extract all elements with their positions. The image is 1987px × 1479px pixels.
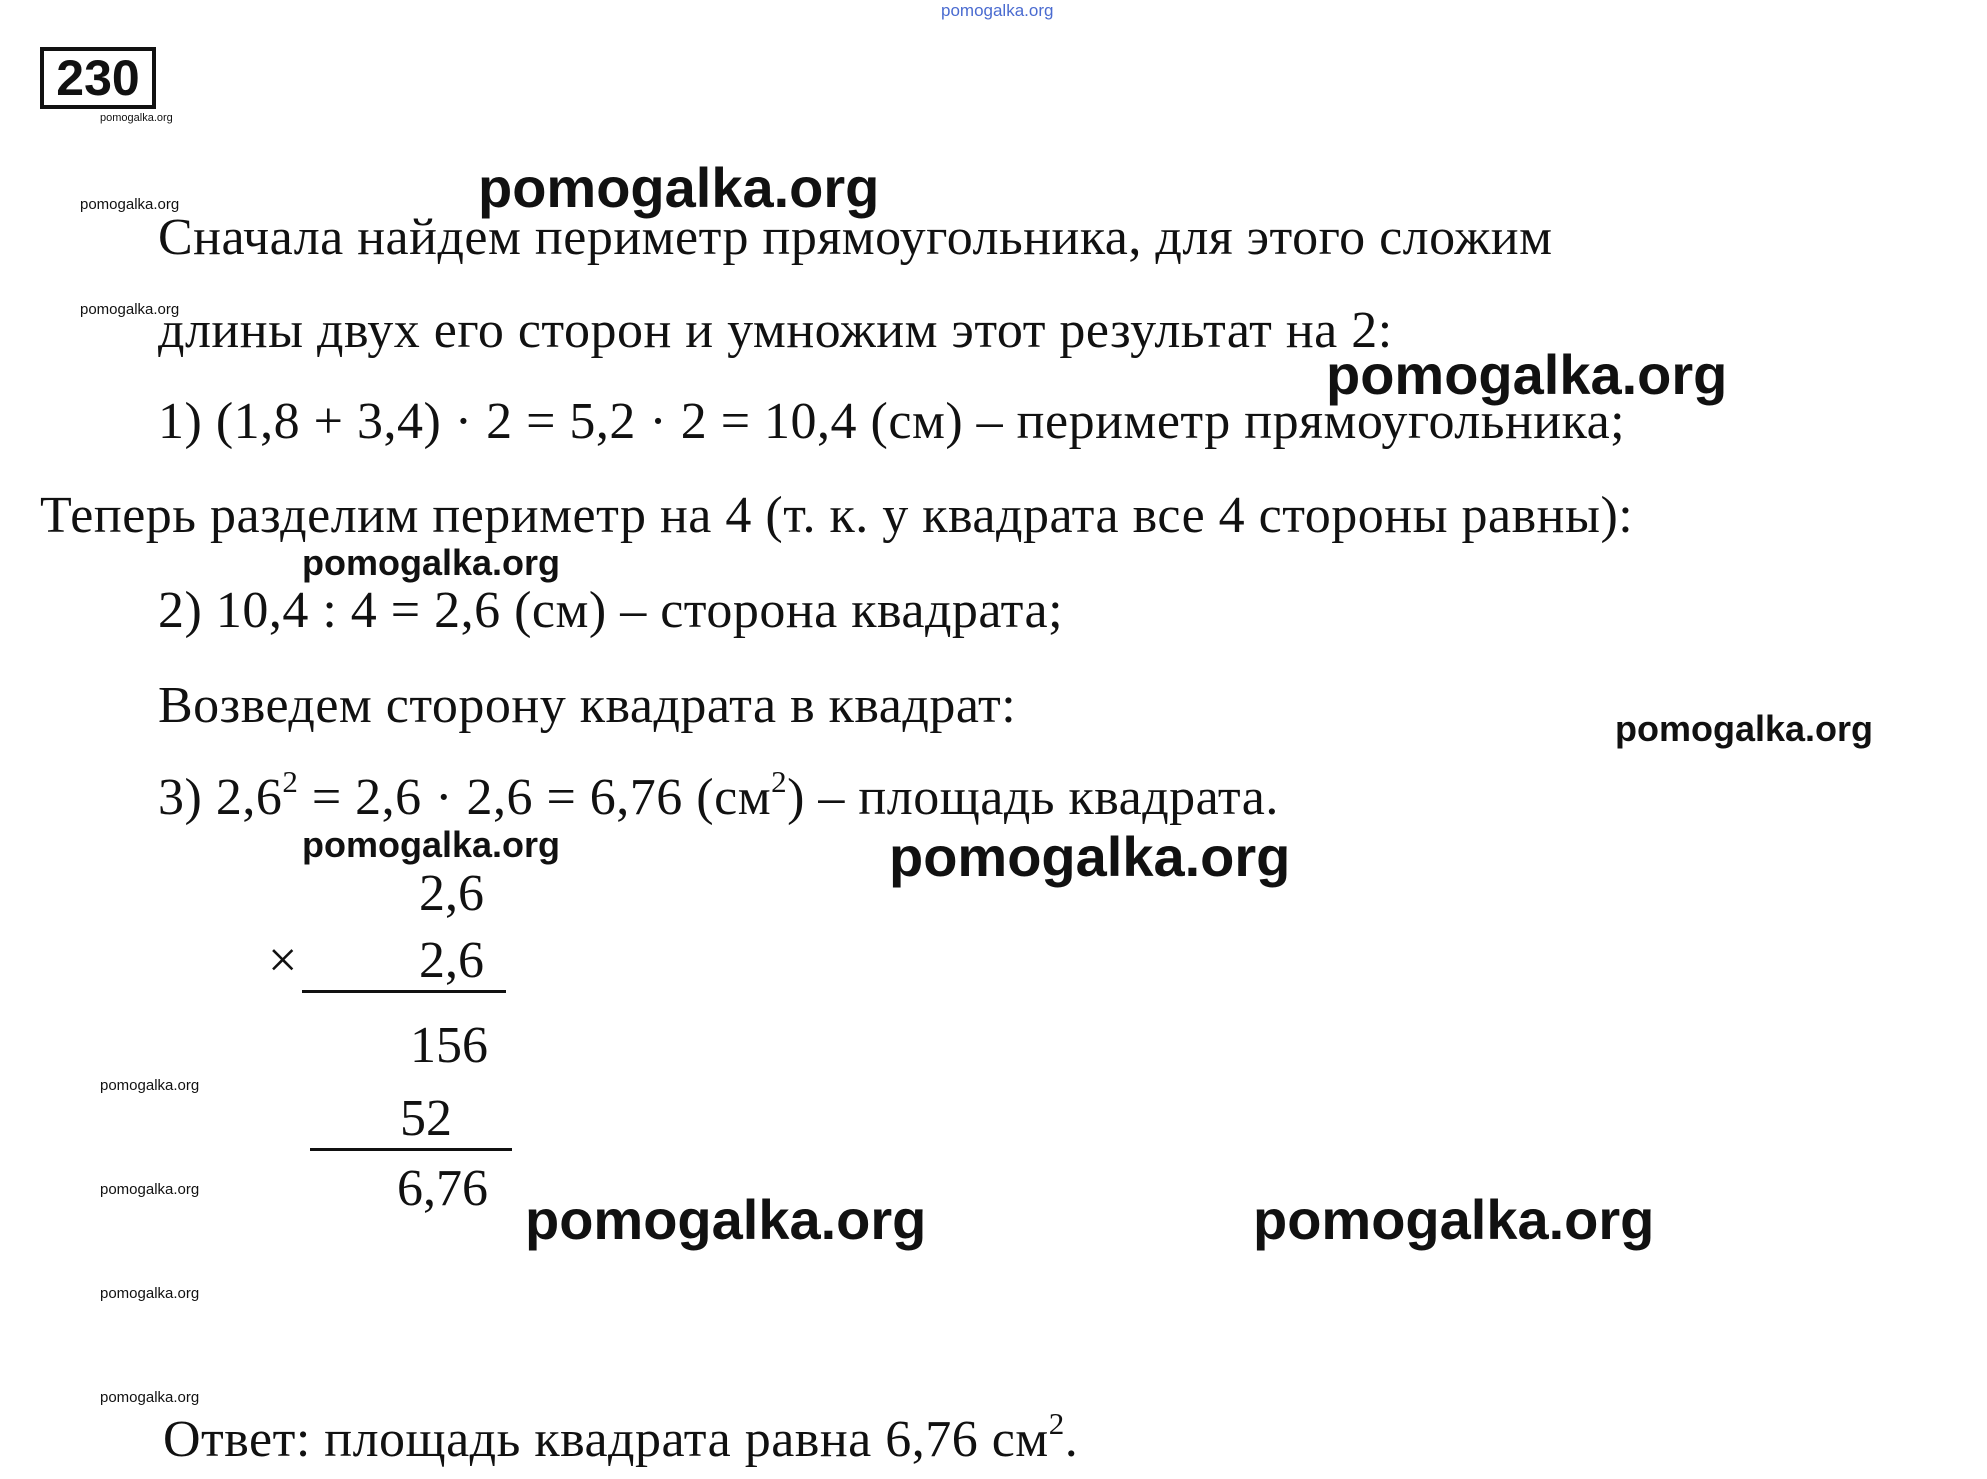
mult-rule-1 <box>302 990 506 993</box>
mult-result: 6,76 <box>397 1160 488 1217</box>
text-line-5: 2) 10,4 : 4 = 2,6 (см) – сторона квадрата; <box>158 582 1064 639</box>
exponent: 2 <box>282 764 299 799</box>
answer-line <box>163 1406 1079 1468</box>
watermark: pomogalka.org <box>100 112 173 124</box>
exponent: 2 <box>771 764 788 799</box>
mult-partial-1: 156 <box>410 1017 488 1074</box>
mult-sign: × <box>268 932 298 989</box>
watermark: pomogalka.org <box>525 1188 927 1251</box>
mult-factor2: 2,6 <box>419 932 484 989</box>
text-line-1: Сначала найдем периметр прямоугольника, для этого сложим <box>158 209 1553 266</box>
problem-number: 230 <box>40 47 156 109</box>
text-line-7 <box>158 764 1279 826</box>
watermark: pomogalka.org <box>80 196 180 213</box>
watermark: pomogalka.org <box>478 156 880 219</box>
watermark-top: pomogalka.org <box>941 1 1054 20</box>
answer-end: . <box>1064 1411 1079 1468</box>
watermark: pomogalka.org <box>80 301 180 318</box>
watermark: pomogalka.org <box>100 1181 200 1198</box>
line7-part2: = 2,6 · 2,6 = 6,76 (см <box>298 769 772 826</box>
text-line-3: 1) (1,8 + 3,4) · 2 = 5,2 · 2 = 10,4 (см) – периметр прямоугольника; <box>158 393 1626 450</box>
exponent: 2 <box>1048 1406 1065 1441</box>
watermark: pomogalka.org <box>889 825 1291 888</box>
answer-text: Ответ: площадь квадрата равна 6,76 см <box>163 1411 1049 1468</box>
mult-factor1: 2,6 <box>419 865 484 922</box>
watermark: pomogalka.org <box>302 542 561 583</box>
watermark: pomogalka.org <box>1326 343 1728 406</box>
watermark: pomogalka.org <box>100 1285 200 1302</box>
mult-partial-2: 52 <box>400 1090 452 1147</box>
text-line-2: длины двух его сторон и умножим этот результат на 2: <box>158 302 1393 359</box>
watermark: pomogalka.org <box>302 824 561 865</box>
watermark: pomogalka.org <box>1253 1188 1655 1251</box>
text-line-6: Возведем сторону квадрата в квадрат: <box>158 677 1017 734</box>
watermark: pomogalka.org <box>1615 708 1874 749</box>
watermark: pomogalka.org <box>100 1077 200 1094</box>
text-line-4: Теперь разделим периметр на 4 (т. к. у квадрата все 4 стороны равны): <box>40 487 1634 544</box>
line7-part3: ) – площадь квадрата. <box>787 769 1279 826</box>
watermark: pomogalka.org <box>100 1389 200 1406</box>
line7-part1: 3) 2,6 <box>158 769 283 826</box>
mult-rule-2 <box>310 1148 512 1151</box>
